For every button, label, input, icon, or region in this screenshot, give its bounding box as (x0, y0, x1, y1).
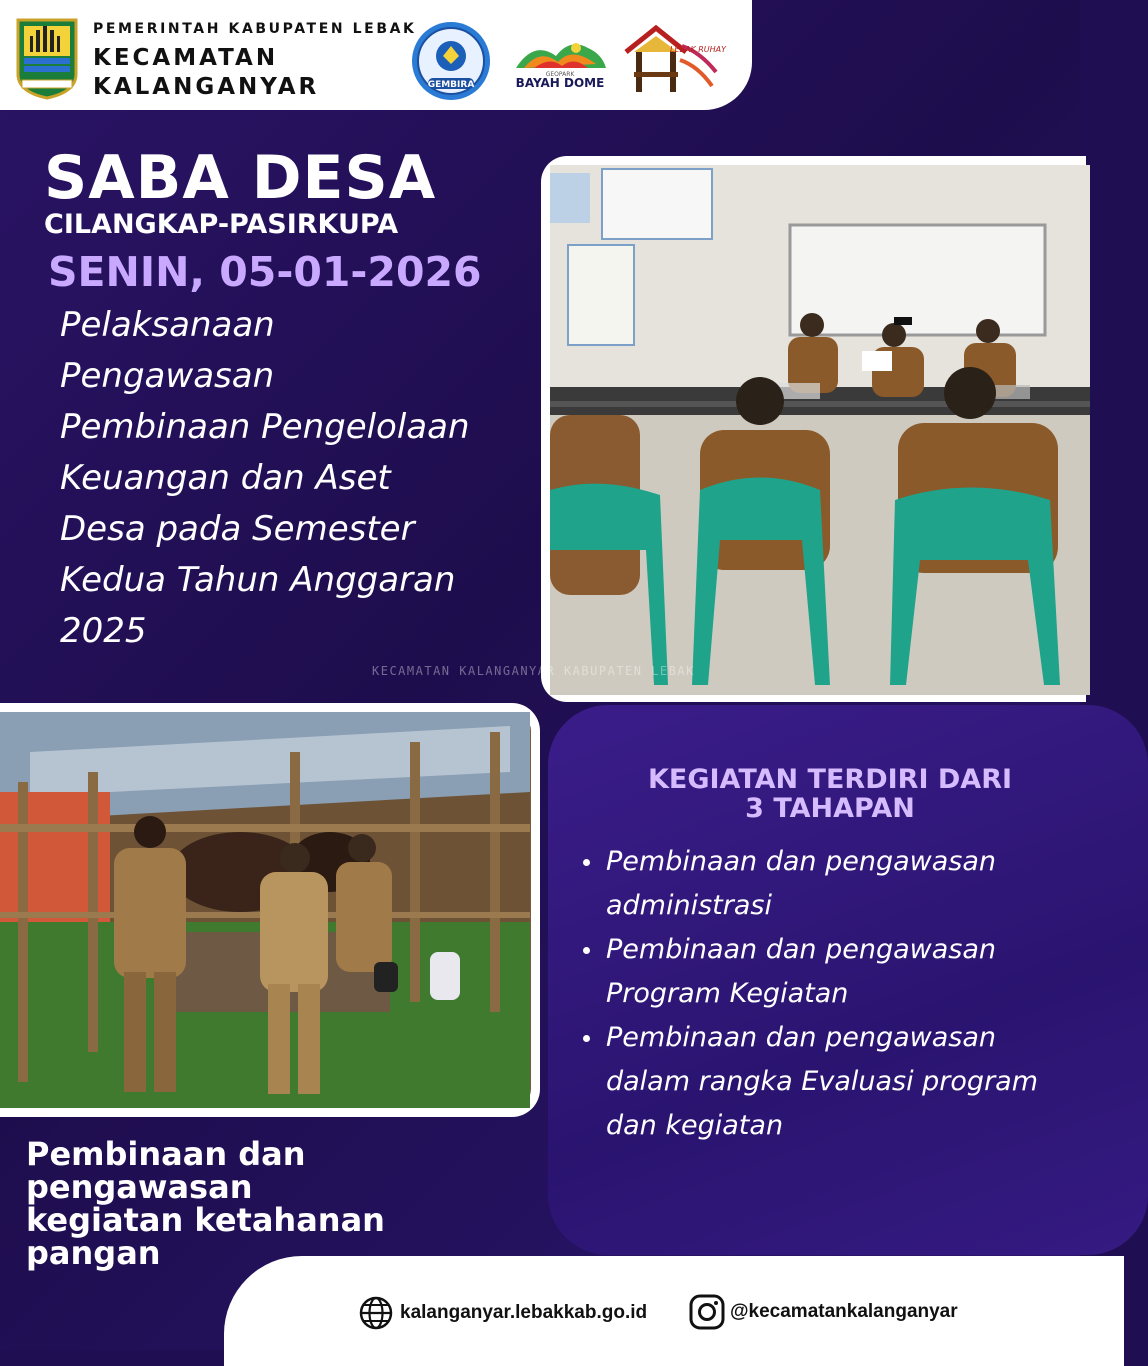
stage-item-administrasi (583, 840, 1063, 928)
bullet-icon (583, 947, 590, 954)
stage-item-text: dalam rangka Evaluasi program (606, 1066, 1039, 1097)
description-line: Pembinaan Pengelolaan (60, 407, 470, 447)
stages-heading-line1: KEGIATAN TERDIRI DARI (647, 764, 1013, 795)
photo-caption (26, 1135, 456, 1272)
meeting-photo-illustration (550, 165, 1090, 695)
description-line: Pengawasan (60, 356, 275, 396)
instagram-handle[interactable]: @kecamatankalanganyar (730, 1301, 958, 1322)
stages-list (583, 840, 1063, 1148)
header-bar (0, 0, 752, 110)
stage-item-program (583, 928, 1063, 1016)
stage-item-text: administrasi (606, 890, 772, 921)
description-line: Keuangan dan Aset (60, 458, 391, 498)
caption-line: pengawasan (26, 1168, 253, 1206)
description-line: 2025 (60, 611, 147, 651)
event-date: SENIN, 05-01-2026 (48, 248, 482, 296)
bullet-icon (583, 859, 590, 866)
livestock-photo-illustration (0, 712, 530, 1108)
stage-item-text: Program Kegiatan (606, 978, 849, 1009)
lebak-ruhay-logo (620, 22, 727, 98)
website-link[interactable] (358, 1295, 647, 1331)
stages-heading (620, 765, 1040, 823)
kecamatan-name (93, 44, 319, 102)
caption-line: pangan (26, 1234, 161, 1272)
website-url[interactable]: kalanganyar.lebakkab.go.id (400, 1302, 648, 1323)
instagram-link[interactable] (688, 1293, 958, 1331)
bayah-dome-logo (510, 34, 610, 90)
description-line: Pelaksanaan (60, 305, 275, 345)
gov-name-line: PEMERINTAH KABUPATEN LEBAK (93, 21, 417, 37)
bayah-logo-text: BAYAH DOME (515, 76, 605, 90)
description-line: Desa pada Semester (60, 509, 415, 549)
event-description (60, 300, 540, 657)
gembira-logo-text: GEMBIRA (427, 80, 475, 90)
stages-heading-line2: 3 TAHAPAN (745, 793, 915, 824)
bullet-icon (583, 1035, 590, 1042)
caption-line: kegiatan ketahanan (26, 1201, 385, 1239)
gembira-logo (410, 20, 492, 102)
meeting-photo (541, 156, 1086, 702)
globe-icon (358, 1295, 394, 1331)
stage-item-text: dan kegiatan (606, 1110, 784, 1141)
kalanganyar-label: KALANGANYAR (93, 74, 320, 100)
village-subtitle: CILANGKAP-PASIRKUPA (44, 209, 399, 240)
lebak-emblem-logo (14, 16, 80, 100)
bayah-small-text: GEOPARK (545, 71, 575, 78)
stage-item-text: Pembinaan dan pengawasan (606, 1022, 997, 1053)
stage-item-text: Pembinaan dan pengawasan (606, 846, 997, 877)
livestock-photo (0, 703, 540, 1117)
instagram-icon (688, 1293, 726, 1331)
ruhay-logo-text: LEBAK RUHAY (669, 45, 727, 54)
photo-watermark: KECAMATAN KALANGANYAR KABUPATEN LEBAK (372, 664, 695, 678)
caption-line: Pembinaan dan (26, 1135, 306, 1173)
kecamatan-label: KECAMATAN (93, 45, 279, 71)
stage-item-evaluasi (583, 1016, 1063, 1148)
stage-item-text: Pembinaan dan pengawasan (606, 934, 997, 965)
description-line: Kedua Tahun Anggaran (60, 560, 456, 600)
page-title: SABA DESA (44, 143, 437, 213)
